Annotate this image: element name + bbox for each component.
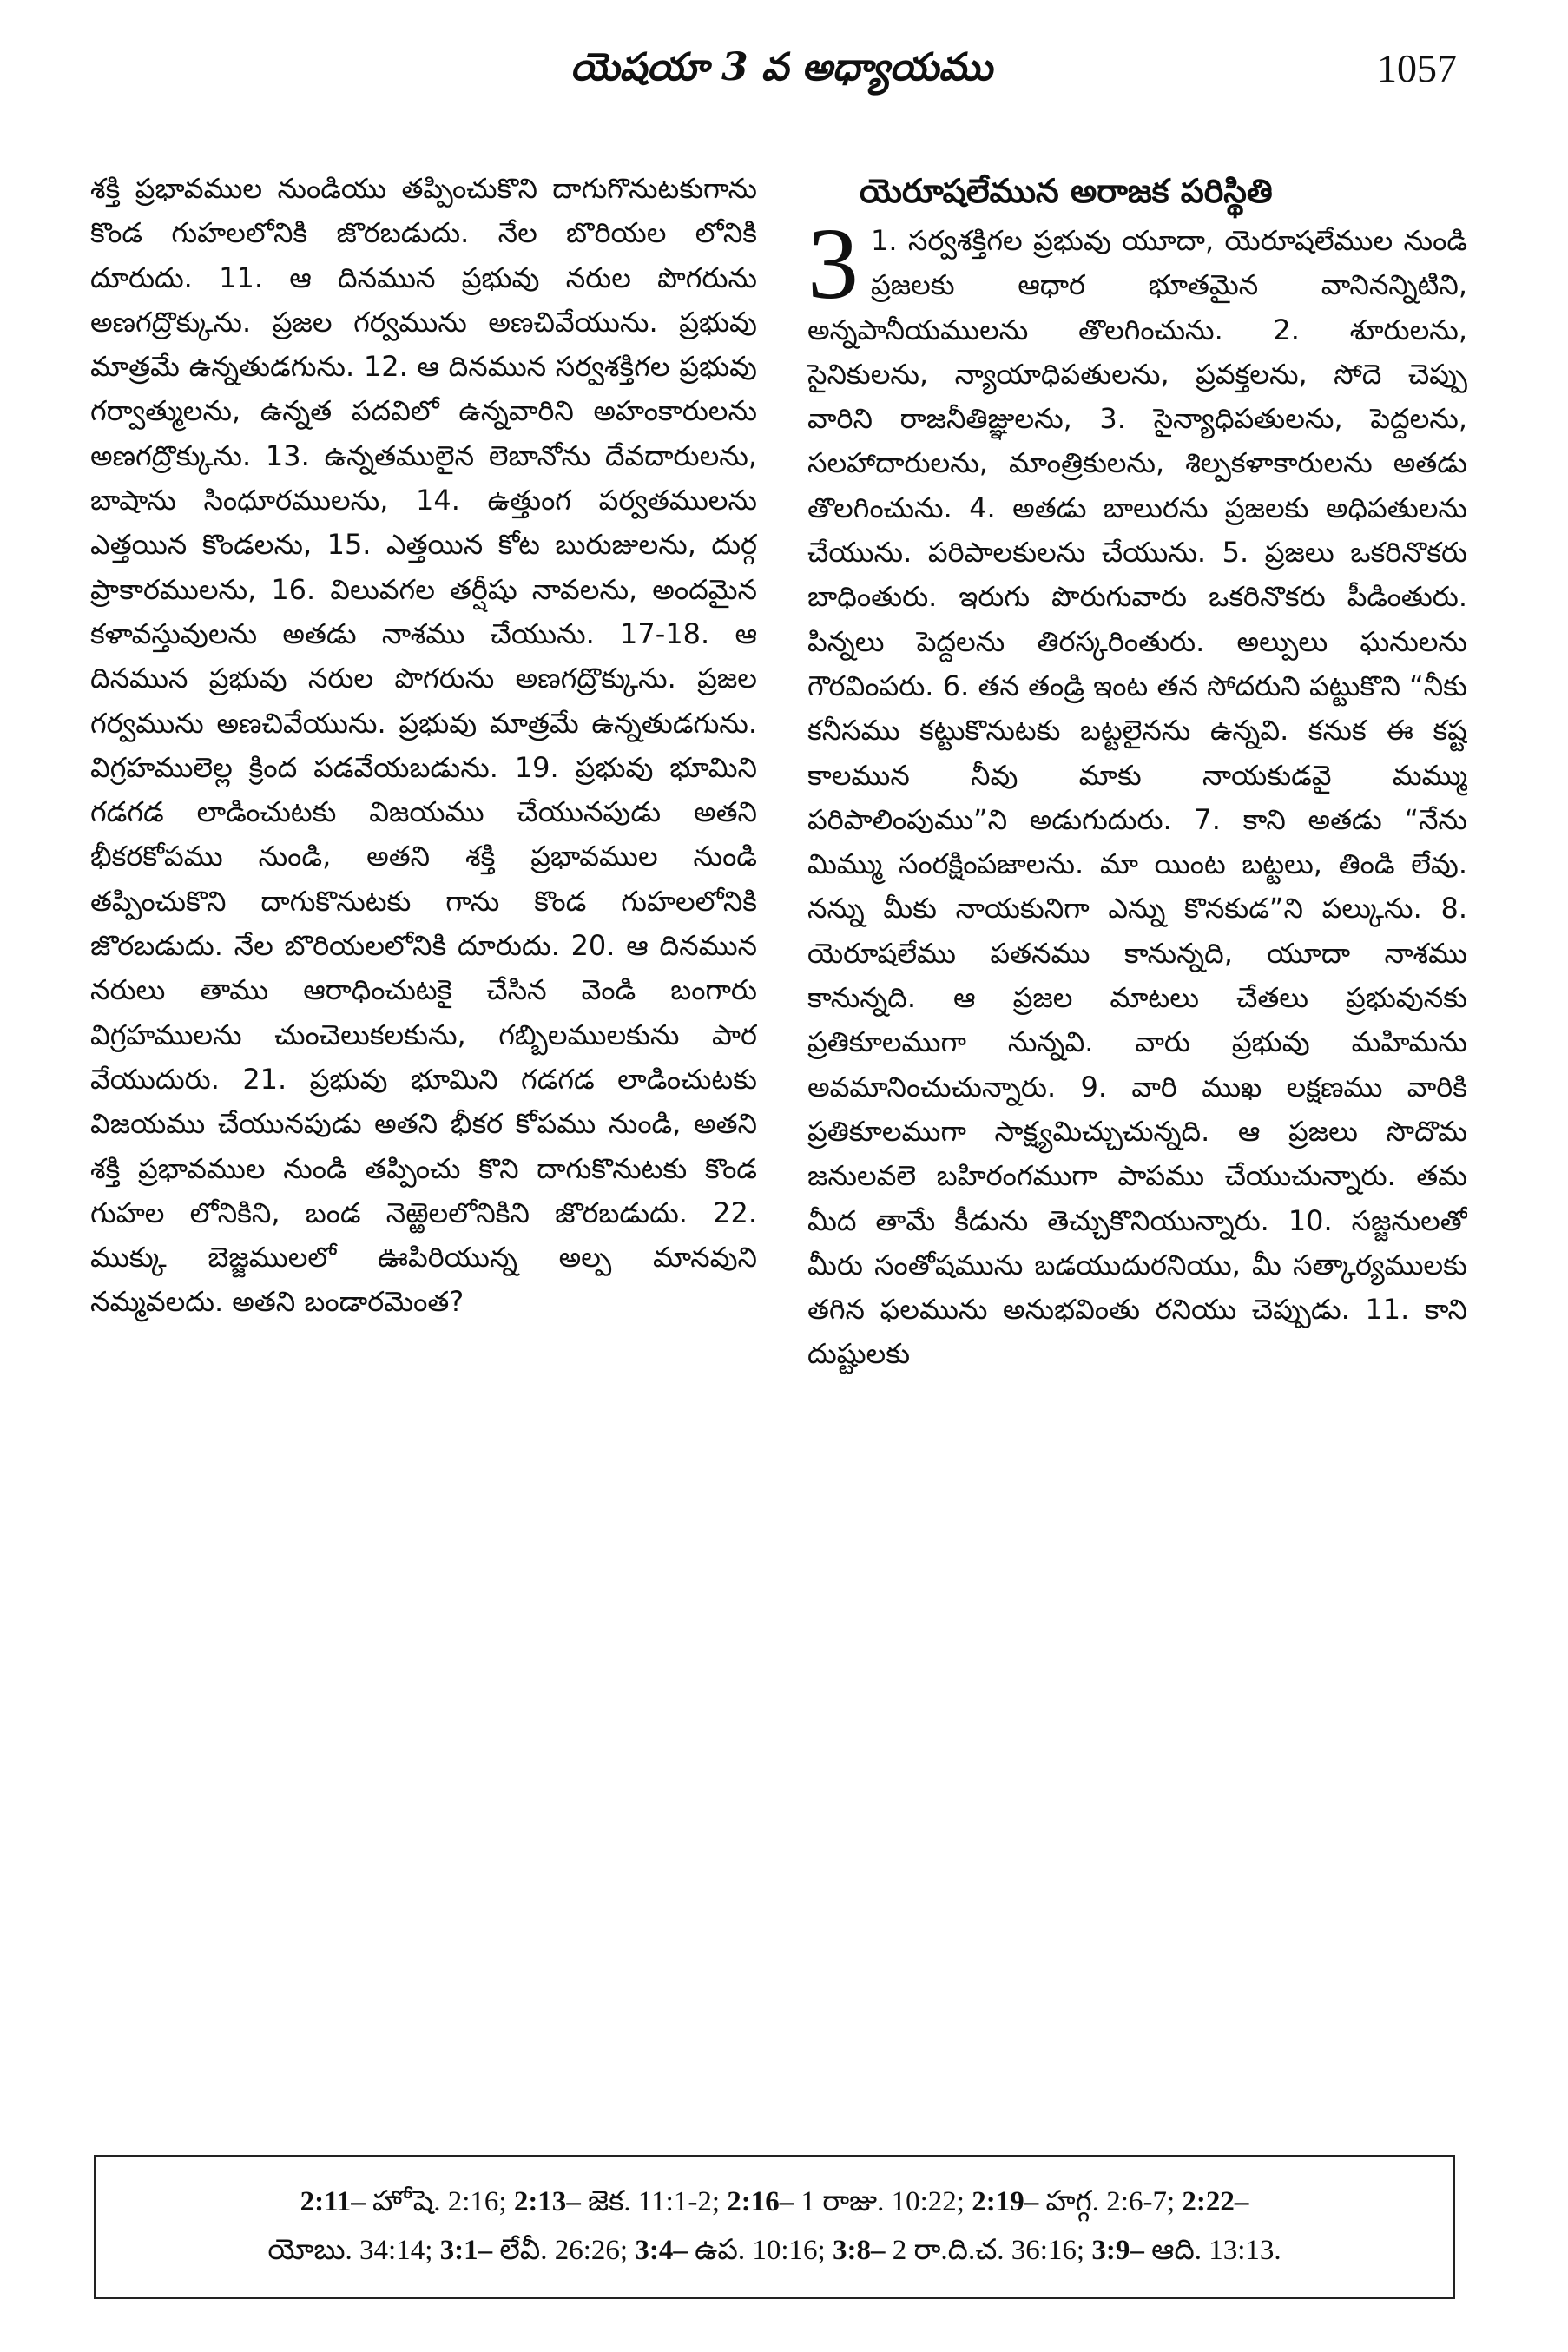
xref-dash: –	[1234, 2186, 1249, 2217]
xref-ref: 3:9	[1091, 2235, 1130, 2266]
cross-reference-line-2	[96, 2226, 1453, 2275]
xref-ref: 3:4	[635, 2235, 674, 2266]
left-column-text: శక్తి ప్రభావముల నుండియు తప్పించుకొని దాగుగొనుటకుగాను కొండ గుహలలోనికి జొరబడుదు. నేల బొరియల లోనికి దూరుదు. 11. ఆ దినమున ప్రభువు నరుల పొగరును అణగద్రొక్కును. ప్రజల గర్వమును అణచివేయును. ప్రభువు మాత్రమే ఉన్నతుడగును. 12. ఆ దినమున సర్వశక్తిగల ప్రభువు గర్వాత్ములను, ఉన్నత పదవిలో ఉన్నవారిని అహంకారులను అణగద్రొక్కును. 13. ఉన్నతములైన లెబానోను దేవదారులను, బాషాను సింధూరములను, 14. ఉత్తుంగ పర్వతములను ఎత్తయిన కొండలను, 15. ఎత్తయిన కోట బురుజులను, దుర్గ ప్రాకారములను, 16. విలువగల తర్షీషు నావలను, అందమైన కళావస్తువులను అతడు నాశము చేయును. 17-18. ఆ దినమున ప్రభువు నరుల పొగరును అణగద్రొక్కును. ప్రజల గర్వమును అణచివేయును. ప్రభువు మాత్రమే ఉన్నతుడగును. విగ్రహములెల్ల క్రింద పడవేయబడును. 19. ప్రభువు భూమిని గడగడ లాడించుటకు విజయము చేయునపుడు అతని భీకరకోపము నుండి, అతని శక్తి ప్రభావముల నుండి తప్పించుకొని దాగుకొనుటకు గాను కొండ గుహలలోనికి జొరబడుదు. నేల బొరియలలోనికి దూరుదు. 20. ఆ దినమున నరులు తాము ఆరాధించుటకై చేసిన వెండి బంగారు విగ్రహములను చుంచెలుకలకును, గబ్బిలములకును పార వేయుదురు. 21. ప్రభువు భూమిని గడగడ లాడించుటకు విజయము చేయునపుడు అతని భీకర కోపము నుండి, అతని శక్తి ప్రభావముల నుండి తప్పించు కొని దాగుకొనుటకు కొండ గుహల లోనికిని, బండ నెఱ్ఱెలలోనికిని జొరబడుదు. 22. ముక్కు బెజ్జములలో ఊపిరియున్న అల్ప మానవుని నమ్మవలదు. అతని బండారమెంత?	[90, 172, 757, 1319]
cross-reference-box	[94, 2155, 1455, 2299]
left-column	[90, 167, 757, 2216]
xref-text: ఉప. 10:16;	[687, 2235, 833, 2266]
right-column-text: 1. సర్వశక్తిగల ప్రభువు యూదా, యెరూషలేముల నుండి ప్రజలకు ఆధార భూతమైన వానినన్నిటిని, అన్నపానీయములను తొలగించును. 2. శూరులను, సైనికులను, న్యాయాధిపతులను, ప్రవక్తలను, సోదె చెప్పు వారిని రాజనీతిజ్ఞులను, 3. సైన్యాధిపతులను, పెద్దలను, సలహాదారులను, మాంత్రికులను, శిల్పకళాకారులను అతడు తొలగించును. 4. అతడు బాలురను ప్రజలకు అధిపతులను చేయును. పరిపాలకులను చేయును. 5. ప్రజలు ఒకరినొకరు బాధింతురు. ఇరుగు పొరుగువారు ఒకరినొకరు పీడింతురు. పిన్నలు పెద్దలను తిరస్కరింతురు. అల్పులు ఘనులను గౌరవింపరు. 6. తన తండ్రి ఇంట తన సోదరుని పట్టుకొని “నీకు కనీసము కట్టుకొనుటకు బట్టలైనను ఉన్నవి. కనుక ఈ కష్ట కాలమున నీవు మాకు నాయకుడవై మమ్ము పరిపాలింపుము”ని అడుగుదురు. 7. కాని అతడు “నేను మిమ్ము సంరక్షింపజాలను. మా యింట బట్టలు, తిండి లేవు. నన్ను మీకు నాయకునిగా ఎన్ను కొనకుడ”ని పల్కును. 8. యెరూషలేము పతనము కానున్నది, యూదా నాశము కానున్నది. ఆ ప్రజల మాటలు చేతలు ప్రభువునకు ప్రతికూలముగా నున్నవి. వారు ప్రభువు మహిమను అవమానించుచున్నారు. 9. వారి ముఖ లక్షణము వారికి ప్రతికూలముగా సాక్ష్యమిచ్చుచున్నది. ఆ ప్రజలు సొదొమ జనులవలె బహిరంగముగా పాపము చేయుచున్నారు. తమ మీద తామే కీడును తెచ్చుకొనియున్నారు. 10. సజ్జనులతో మీరు సంతోషమును బడయుదురనియు, మీ సత్కార్యములకు తగిన ఫలమును అనుభవింతు రనియు చెప్పుడు. 11. కాని దుష్టులకు	[807, 224, 1467, 1371]
xref-text: లేవీ. 26:26;	[492, 2235, 636, 2266]
xref-text: యోబు. 34:14;	[267, 2235, 440, 2266]
xref-ref: 2:11	[300, 2186, 352, 2217]
cross-reference-line-1	[96, 2177, 1453, 2226]
xref-text: 2 రా.ది.చ. 36:16;	[885, 2235, 1092, 2266]
xref-ref: 2:16	[727, 2186, 780, 2217]
xref-dash: –	[566, 2186, 581, 2217]
xref-text: హగ్గ. 2:6-7;	[1038, 2186, 1183, 2217]
xref-text: హోషె. 2:16;	[365, 2186, 514, 2217]
xref-text: 1 రాజు. 10:22;	[794, 2186, 972, 2217]
xref-dash: –	[779, 2186, 794, 2217]
xref-text: ఆది. 13:13.	[1143, 2235, 1281, 2266]
xref-ref: 3:1	[439, 2235, 478, 2266]
xref-ref: 3:8	[832, 2235, 871, 2266]
xref-ref: 2:22	[1182, 2186, 1235, 2217]
chapter-number: 3	[807, 207, 859, 320]
xref-dash: –	[351, 2186, 366, 2217]
xref-dash: –	[870, 2235, 886, 2266]
page-number: 1057	[1377, 46, 1457, 90]
right-column	[807, 167, 1467, 2216]
xref-dash: –	[1024, 2186, 1039, 2217]
xref-dash: –	[478, 2235, 493, 2266]
running-head	[0, 45, 1568, 106]
xref-dash: –	[673, 2235, 688, 2266]
xref-ref: 2:13	[513, 2186, 567, 2217]
xref-ref: 2:19	[972, 2186, 1024, 2217]
xref-dash: –	[1130, 2235, 1144, 2266]
book-title: యెషయా 3 వ అధ్యాయము	[570, 45, 992, 89]
section-heading: యెరూషలేమున అరాజక పరిస్థితి	[860, 172, 1273, 210]
xref-text: జెక. 11:1-2;	[580, 2186, 728, 2217]
